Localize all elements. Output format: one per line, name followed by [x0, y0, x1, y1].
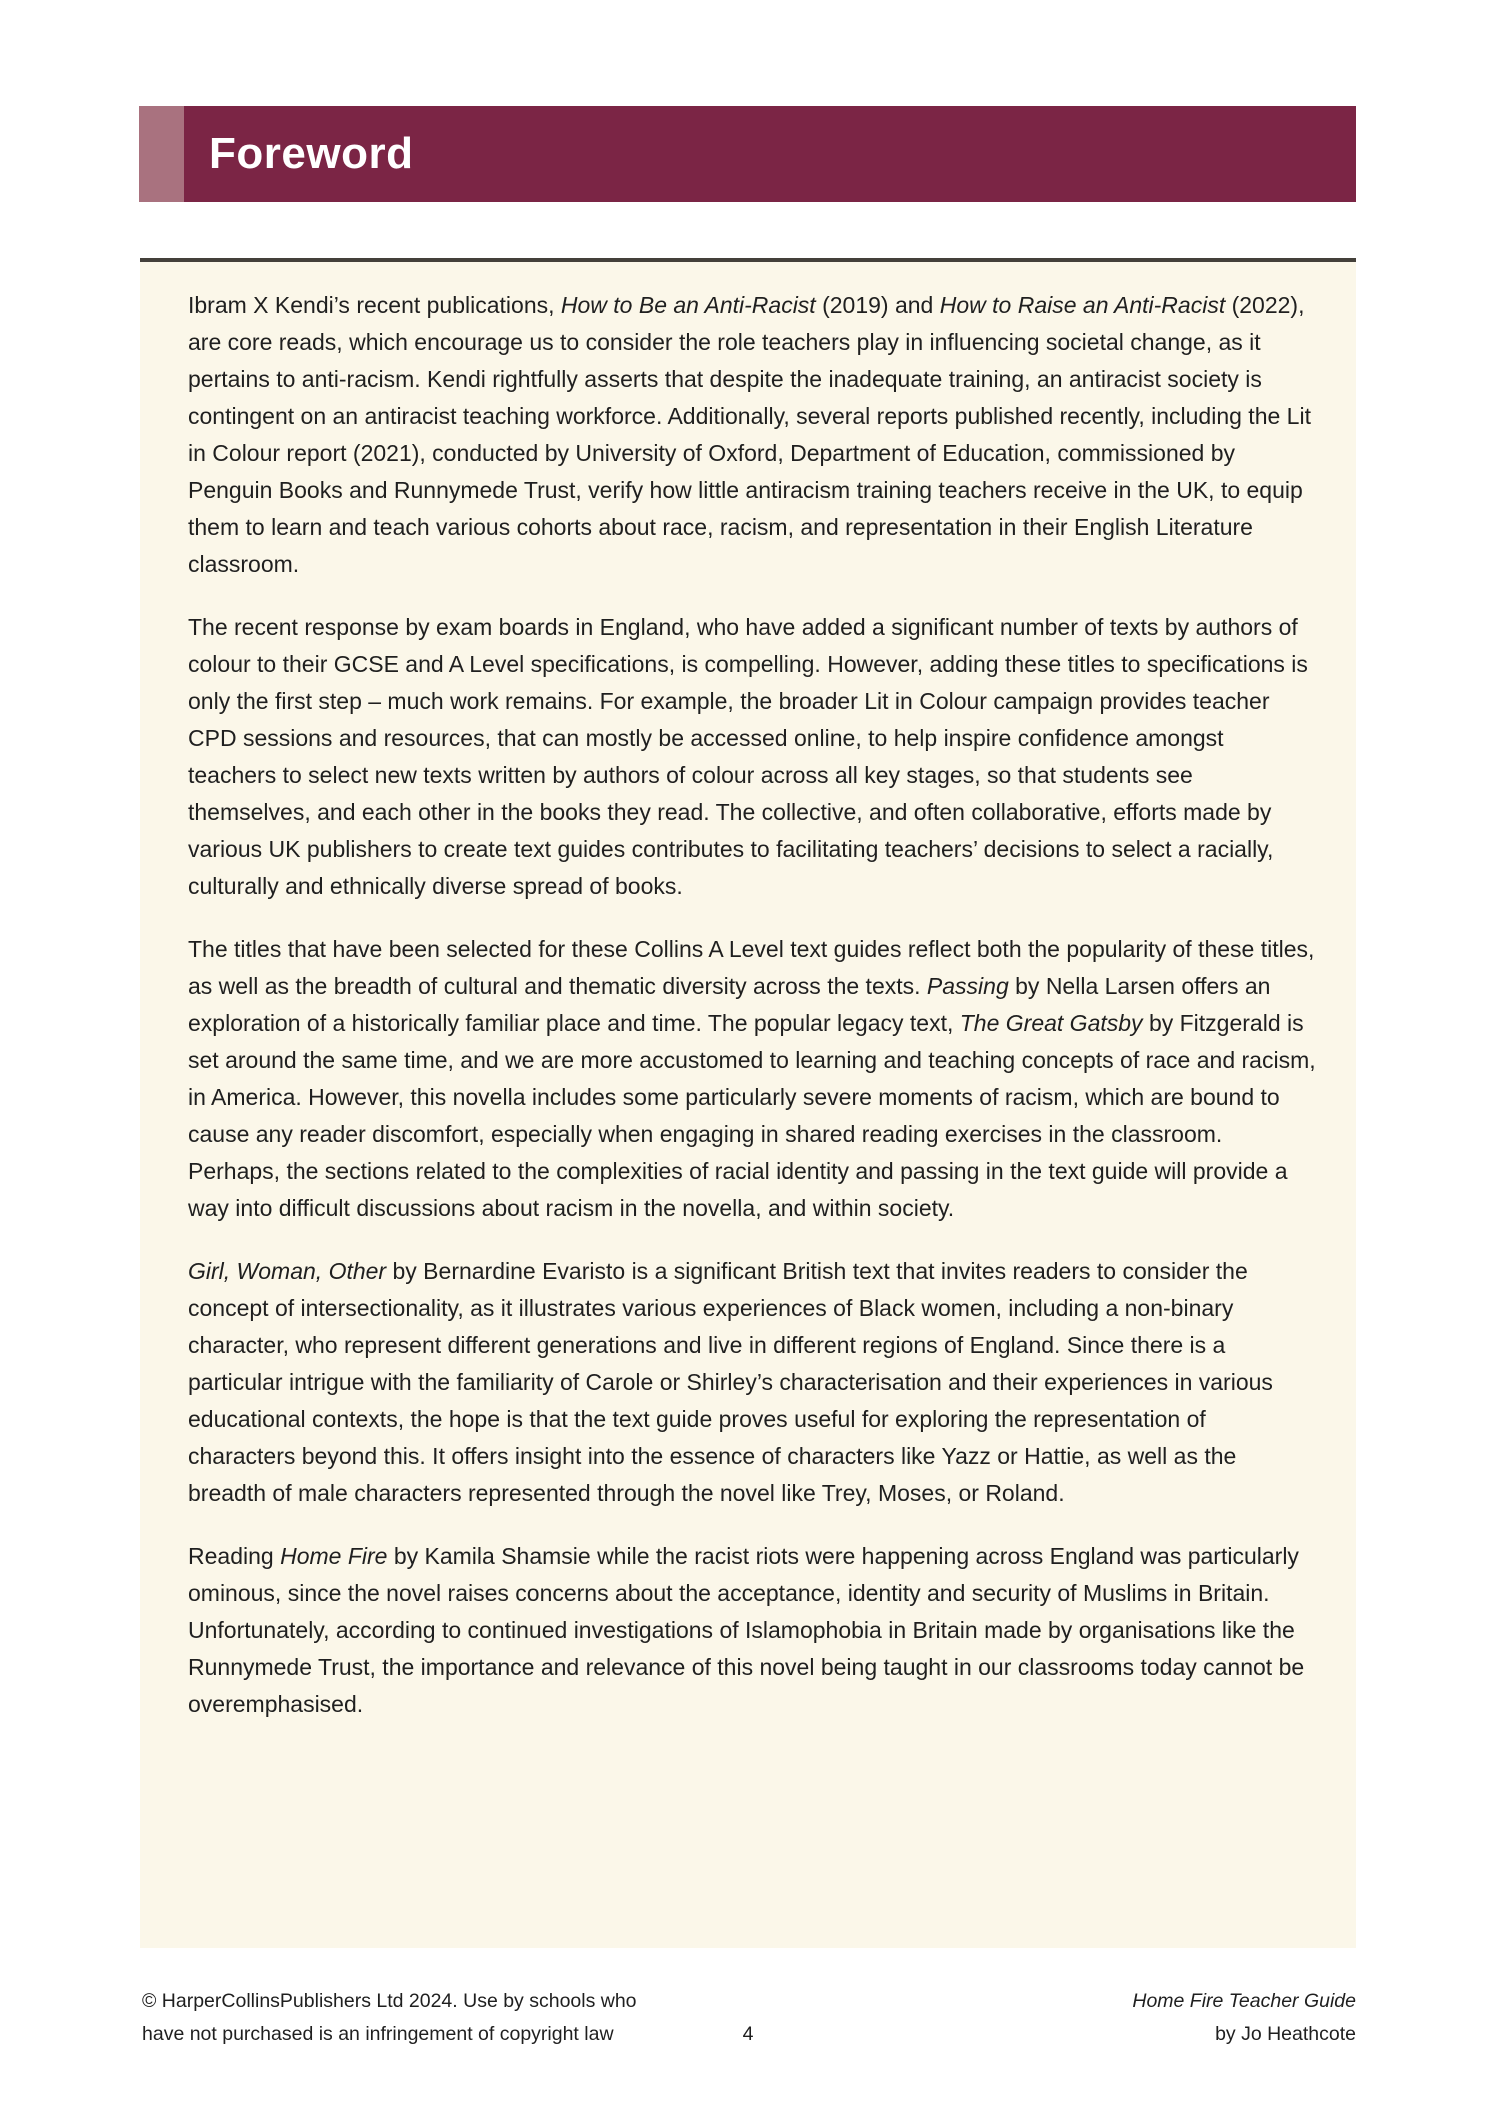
foreword-banner: [139, 106, 1356, 202]
italic-text-run: How to Raise an Anti-Racist: [939, 292, 1226, 318]
body-paragraph: [188, 609, 1316, 905]
body-paragraph: [188, 931, 1316, 1227]
text-run: (2022), are core reads, which encourage us to consider the role teachers play in influencing societal change, as it pertains to anti-racism. Kendi rightfully asserts that despite the inadequate training, an antiracist society is contingent on an antiracist teaching workforce. Additionally, several reports published recently, including the Lit in Colour report (2021), conducted by University of Oxford, Department of Education, commissioned by Penguin Books and Runnymede Trust, verify how little antiracism training teachers receive in the UK, to equip them to learn and teach various cohorts about race, racism, and representation in their English Literature classroom.: [188, 292, 1311, 577]
italic-text-run: How to Be an Anti-Racist: [560, 292, 816, 318]
page-footer: [140, 1985, 1356, 2055]
page-number: 4: [742, 2023, 754, 2045]
body-paragraph: [188, 287, 1316, 583]
text-run: Reading: [188, 1543, 281, 1569]
document-credit: [1132, 1985, 1356, 2051]
text-run: The titles that have been selected for these Collins A Level text guides reflect both the popularity of these titles, as well as the breadth of cultural and thematic diversity across the texts.: [188, 936, 1315, 999]
text-run: (2019) and: [815, 292, 940, 318]
foreword-body: [140, 262, 1356, 1948]
text-run: by Bernardine Evaristo is a significant British text that invites readers to consider the concept of intersectionality, as it illustrates various experiences of Black women, including a non-binary character, who represent different generations and live in different regions of England. Since there is a particular intrigue with the familiarity of Carole or Shirley’s characterisation and their experiences in various educational contexts, the hope is that the text guide proves useful for exploring the representation of characters beyond this. It offers insight into the essence of characters like Yazz or Hattie, as well as the breadth of male characters represented through the novel like Trey, Moses, or Roland.: [188, 1258, 1273, 1506]
text-run: by Kamila Shamsie while the racist riots were happening across England was particularly ominous, since the novel raises concerns about the acceptance, identity and security of Muslims in Britain. Unfortunately, according to continued investigations of Islamophobia in Britain made by organisations like the Runnymede Trust, the importance and relevance of this novel being taught in our classrooms today cannot be overemphasised.: [188, 1543, 1305, 1717]
text-run: by Nella Larsen offers an exploration of a historically familiar place and time. The popular legacy text,: [188, 973, 1271, 1036]
italic-text-run: Girl, Woman, Other: [188, 1258, 387, 1284]
body-paragraph: [188, 1253, 1316, 1512]
text-run: by Fitzgerald is set around the same time, and we are more accustomed to learning and teaching concepts of race and racism, in America. However, this novella includes some particularly severe moments of racism, which are bound to cause any reader discomfort, especially when engaging in shared reading exercises in the classroom. Perhaps, the sections related to the complexities of racial identity and passing in the text guide will provide a way into difficult discussions about racism in the novella, and within society.: [188, 1010, 1316, 1221]
italic-text-run: Home Fire: [280, 1543, 388, 1569]
body-paragraph: [188, 1538, 1316, 1723]
text-run: Ibram X Kendi’s recent publications,: [188, 292, 561, 318]
italic-text-run: Passing: [926, 973, 1009, 999]
copyright-line-1: © HarperCollinsPublishers Ltd 2024. Use by schools who: [142, 1990, 637, 2012]
copyright-notice: [142, 1985, 637, 2051]
banner-accent-bar: [139, 106, 184, 202]
document-author: by Jo Heathcote: [1215, 2023, 1356, 2045]
text-run: The recent response by exam boards in England, who have added a significant number of texts by authors of colour to their GCSE and A Level specifications, is compelling. However, adding these titles to specifications is only the first step – much work remains. For example, the broader Lit in Colour campaign provides teacher CPD sessions and resources, that can mostly be accessed online, to help inspire confidence amongst teachers to select new texts written by authors of colour across all key stages, so that students see themselves, and each other in the books they read. The collective, and often collaborative, efforts made by various UK publishers to create text guides contributes to facilitating teachers’ decisions to select a racially, culturally and ethnically diverse spread of books.: [188, 614, 1308, 899]
document-title: Home Fire Teacher Guide: [1132, 1990, 1356, 2012]
italic-text-run: The Great Gatsby: [959, 1010, 1143, 1036]
copyright-line-2: have not purchased is an infringement of copyright law: [142, 2023, 614, 2045]
page-title: Foreword: [209, 129, 414, 178]
